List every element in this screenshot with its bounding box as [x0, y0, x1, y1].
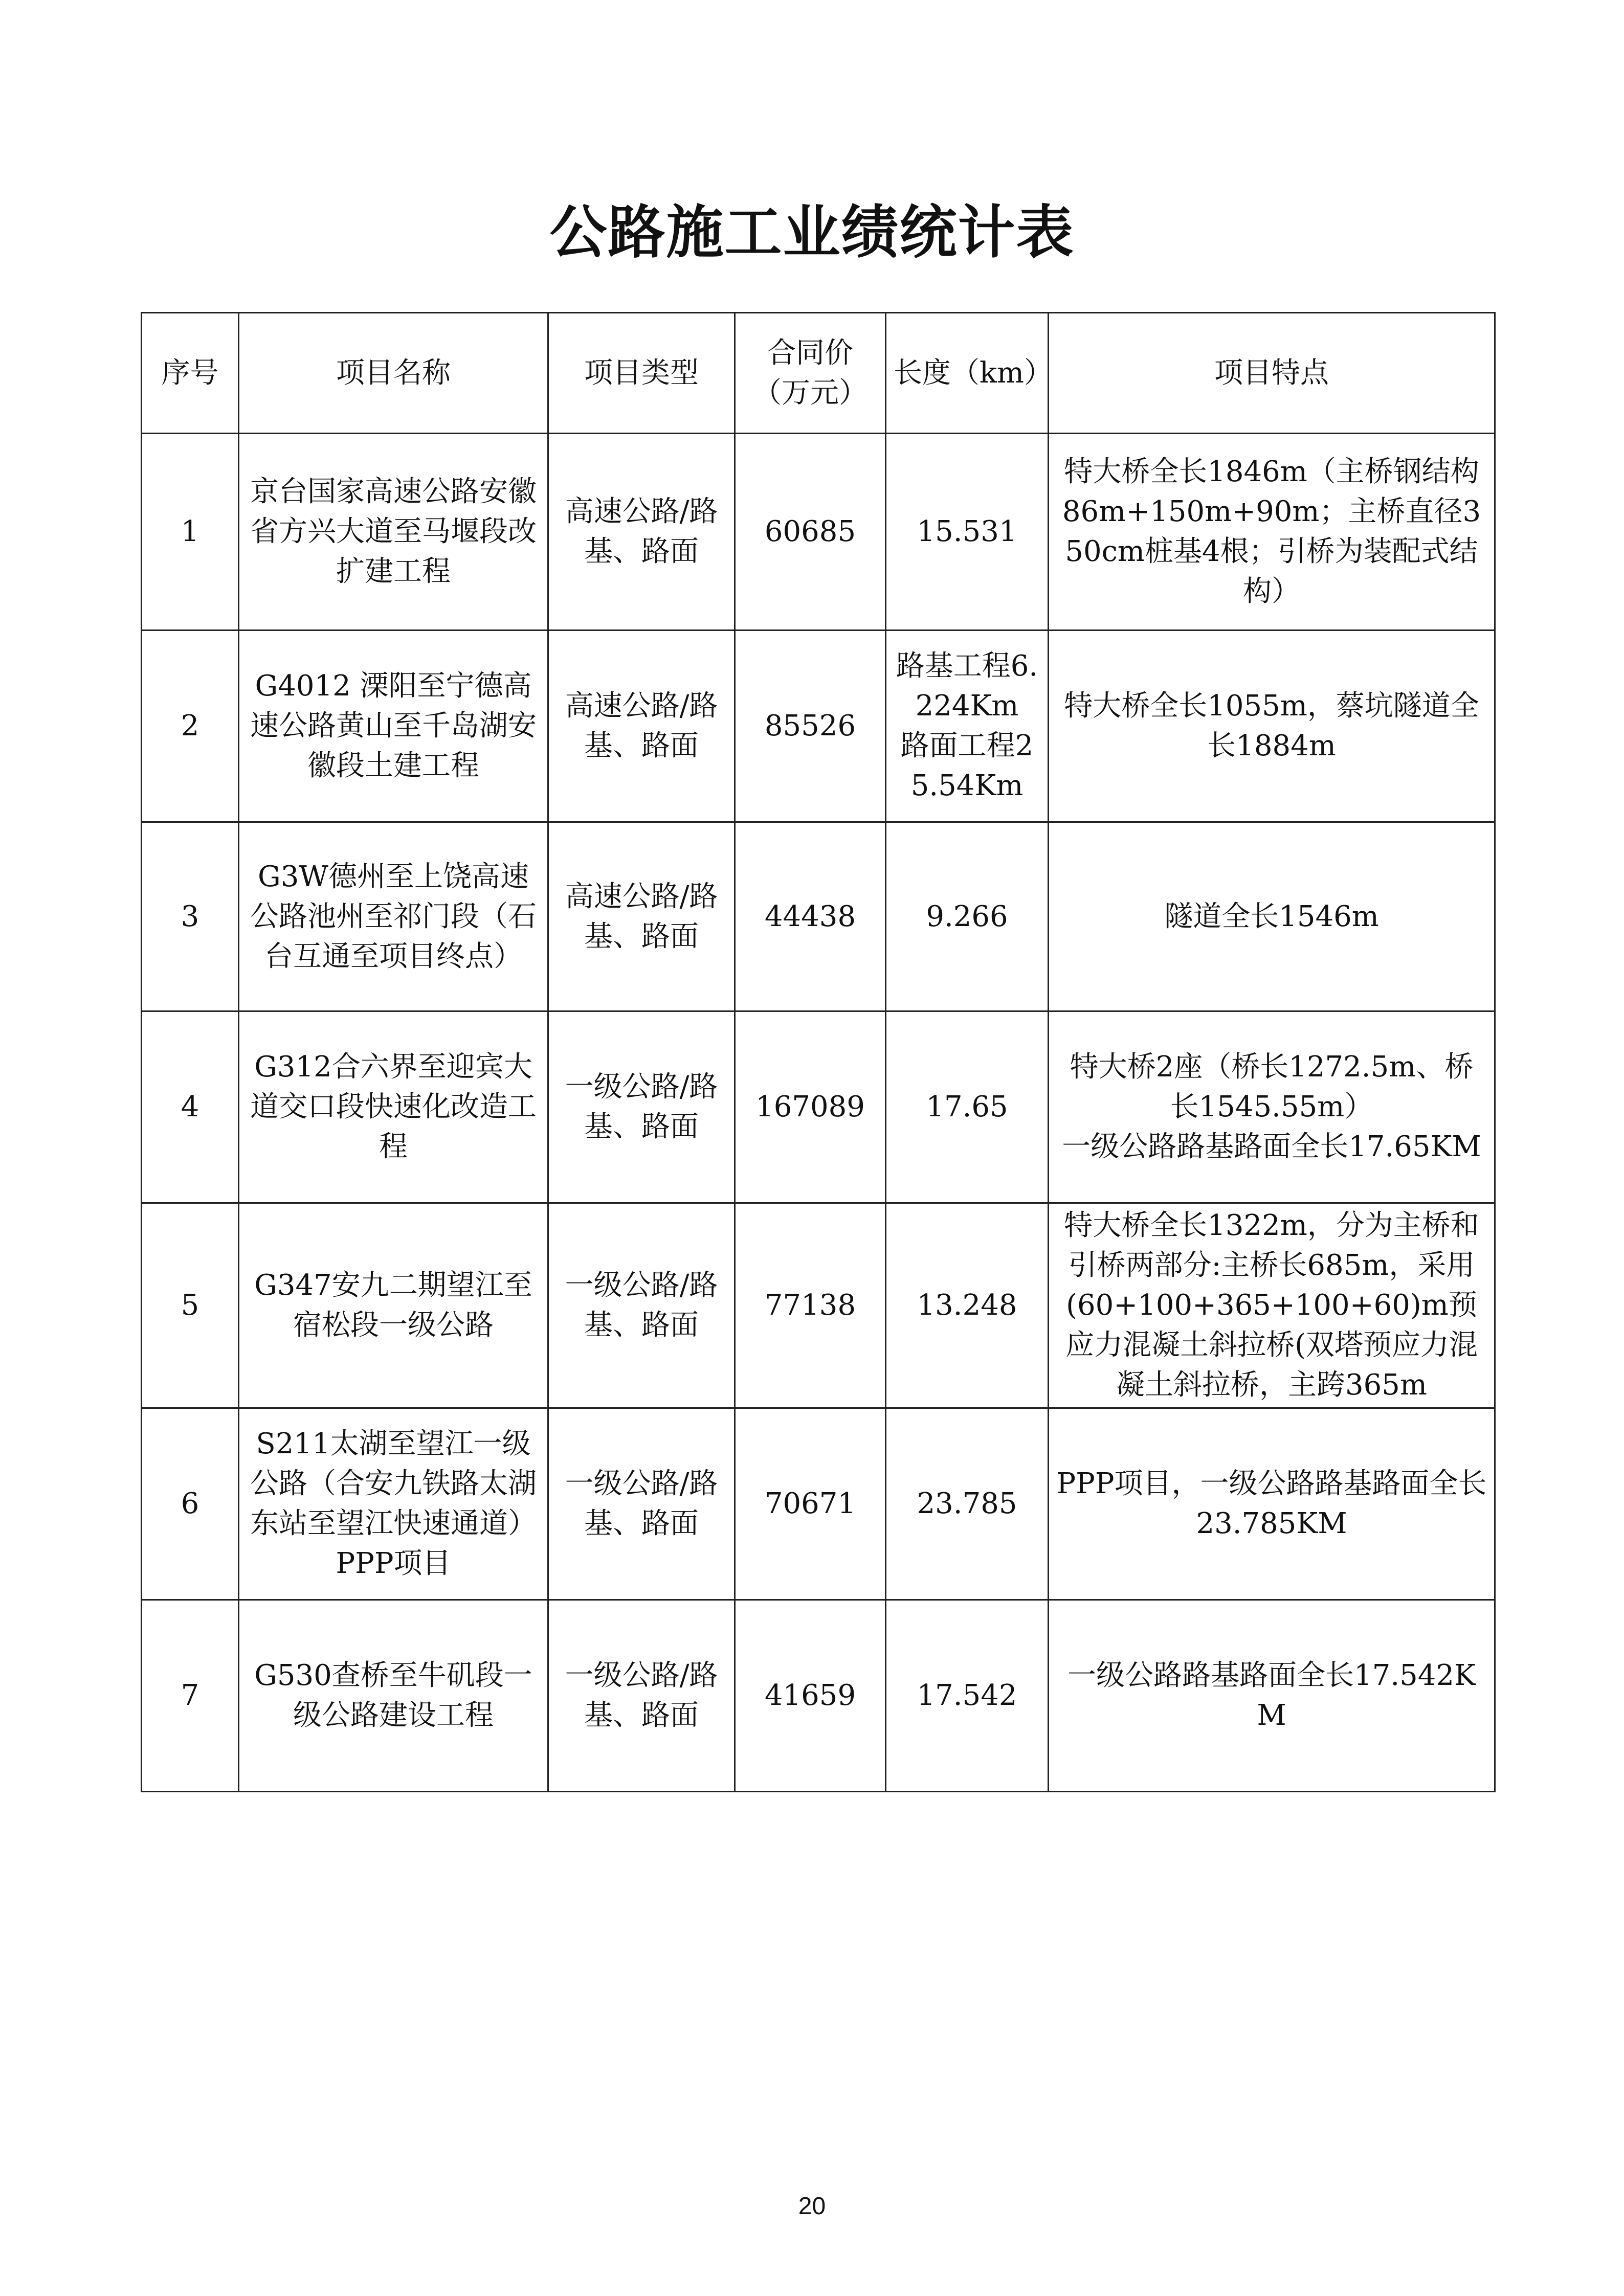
cell-no: 4 [142, 1011, 239, 1203]
header-price: 合同价（万元） [735, 313, 886, 434]
cell-length: 17.542 [886, 1600, 1049, 1792]
cell-feature: 特大桥全长1322m，分为主桥和引桥两部分:主桥长685m，采用(60+100+365+100+60)m预应力混凝土斜拉桥(双塔预应力混凝土斜拉桥，主跨365m [1049, 1203, 1495, 1408]
cell-price: 167089 [735, 1011, 886, 1203]
table-row [142, 631, 1495, 822]
header-type: 项目类型 [548, 313, 735, 434]
header-length: 长度（km） [886, 313, 1049, 434]
cell-price: 70671 [735, 1408, 886, 1600]
cell-feature: 隧道全长1546m [1049, 822, 1495, 1011]
table-header-row [142, 313, 1495, 434]
cell-name: G530查桥至牛矶段一级公路建设工程 [239, 1600, 548, 1792]
cell-type: 高速公路/路基、路面 [548, 631, 735, 822]
cell-name: G347安九二期望江至宿松段一级公路 [239, 1203, 548, 1408]
table-row [142, 1600, 1495, 1792]
cell-feature: 特大桥全长1055m，蔡坑隧道全长1884m [1049, 631, 1495, 822]
header-no: 序号 [142, 313, 239, 434]
cell-price: 60685 [735, 434, 886, 631]
cell-no: 2 [142, 631, 239, 822]
cell-name: G4012 溧阳至宁德高速公路黄山至千岛湖安徽段土建工程 [239, 631, 548, 822]
performance-table [141, 312, 1496, 1792]
cell-length: 15.531 [886, 434, 1049, 631]
cell-name: 京台国家高速公路安徽省方兴大道至马堰段改扩建工程 [239, 434, 548, 631]
cell-name: G3W德州至上饶高速公路池州至祁门段（石台互通至项目终点） [239, 822, 548, 1011]
cell-no: 7 [142, 1600, 239, 1792]
cell-name: G312合六界至迎宾大道交口段快速化改造工程 [239, 1011, 548, 1203]
table-row [142, 822, 1495, 1011]
cell-length: 9.266 [886, 822, 1049, 1011]
table-row [142, 1408, 1495, 1600]
cell-feature: 特大桥全长1846m（主桥钢结构86m+150m+90m；主桥直径350cm桩基4根；引桥为装配式结构） [1049, 434, 1495, 631]
header-name: 项目名称 [239, 313, 548, 434]
cell-feature: 一级公路路基路面全长17.542KM [1049, 1600, 1495, 1792]
cell-price: 77138 [735, 1203, 886, 1408]
table-row [142, 434, 1495, 631]
cell-length-text: 路基工程6.224Km 路面工程25.54Km [896, 649, 1038, 802]
cell-length [886, 631, 1049, 822]
cell-type: 高速公路/路基、路面 [548, 434, 735, 631]
cell-feature: PPP项目，一级公路路基路面全长23.785KM [1049, 1408, 1495, 1600]
table-row [142, 1011, 1495, 1203]
cell-type: 一级公路/路基、路面 [548, 1600, 735, 1792]
cell-type: 高速公路/路基、路面 [548, 822, 735, 1011]
cell-name: S211太湖至望江一级公路（合安九铁路太湖东站至望江快速通道）PPP项目 [239, 1408, 548, 1600]
cell-length: 13.248 [886, 1203, 1049, 1408]
cell-price: 44438 [735, 822, 886, 1011]
cell-no: 1 [142, 434, 239, 631]
page-number: 20 [798, 2193, 826, 2220]
cell-length: 17.65 [886, 1011, 1049, 1203]
cell-type: 一级公路/路基、路面 [548, 1408, 735, 1600]
cell-type: 一级公路/路基、路面 [548, 1011, 735, 1203]
page-title: 公路施工业绩统计表 [549, 199, 1075, 266]
cell-length: 23.785 [886, 1408, 1049, 1600]
cell-feature [1049, 1011, 1495, 1203]
cell-no: 3 [142, 822, 239, 1011]
table-row [142, 1203, 1495, 1408]
cell-price: 85526 [735, 631, 886, 822]
cell-no: 5 [142, 1203, 239, 1408]
cell-no: 6 [142, 1408, 239, 1600]
cell-price: 41659 [735, 1600, 886, 1792]
header-feature: 项目特点 [1049, 313, 1495, 434]
cell-feature-text: 特大桥2座（桥长1272.5m、桥长1545.55m） 一级公路路基路面全长17.65KM [1062, 1050, 1481, 1163]
cell-type: 一级公路/路基、路面 [548, 1203, 735, 1408]
